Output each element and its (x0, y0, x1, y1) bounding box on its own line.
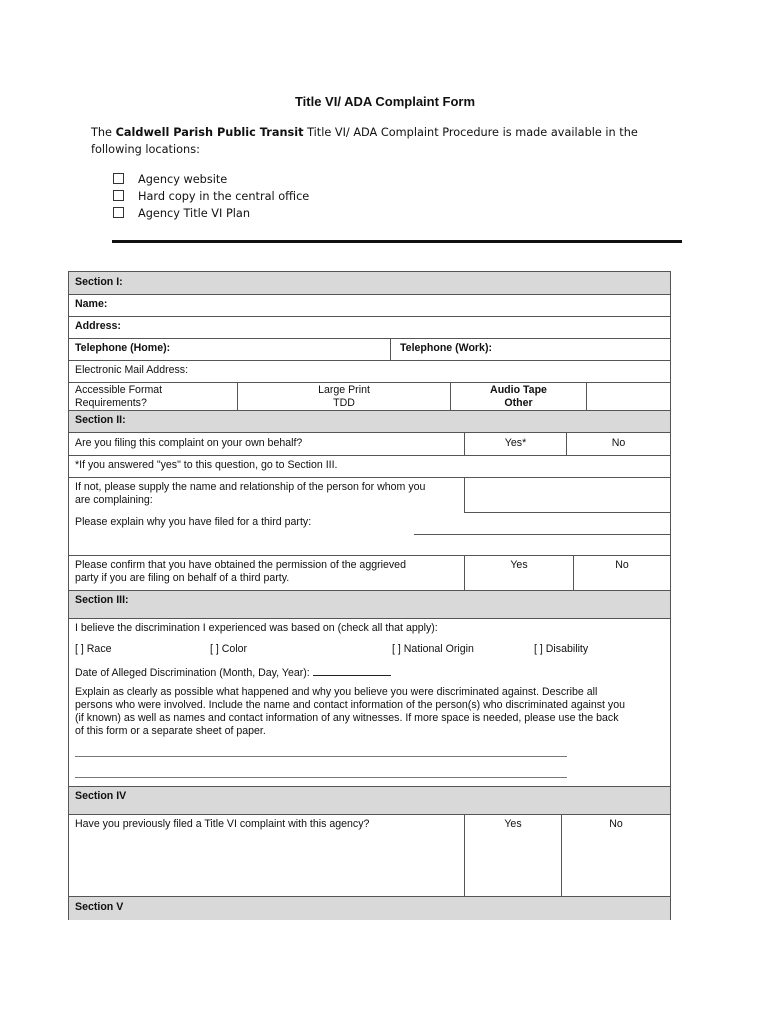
name-label: Name: (75, 298, 108, 310)
format-options-1[interactable] (238, 382, 450, 412)
row-divider (69, 618, 670, 619)
section-2-header-bg (69, 410, 670, 432)
telephone-work-label: Telephone (Work): (400, 342, 493, 354)
col-divider (464, 477, 465, 512)
row-divider (69, 555, 670, 556)
accessible-format-line-1: Accessible Format (75, 384, 163, 396)
date-blank[interactable] (313, 665, 391, 676)
location-item (113, 173, 227, 186)
disability-checkbox[interactable]: [ ] Disability (534, 643, 589, 655)
permission-no[interactable]: No (615, 559, 629, 571)
national-origin-checkbox[interactable]: [ ] National Origin (392, 643, 474, 655)
row-divider (69, 338, 670, 339)
col-divider (586, 382, 587, 410)
row-divider (414, 534, 670, 535)
location-label: Agency website (138, 173, 228, 186)
large-print-option[interactable]: Large Print (318, 384, 370, 396)
location-label: Hard copy in the central office (138, 190, 310, 203)
answer-line[interactable] (75, 756, 567, 757)
section-3-note: *If you answered "yes" to this question, go to Section III. (75, 459, 338, 471)
permission-yes[interactable]: Yes (510, 559, 528, 571)
permission-line-1: Please confirm that you have obtained the permission of the aggrieved (75, 559, 406, 571)
row-divider (69, 814, 670, 815)
other-option[interactable]: Other (504, 397, 533, 409)
checkbox-icon[interactable] (113, 190, 124, 201)
basis-question: I believe the discrimination I experienced was based on (check all that apply): (75, 622, 438, 634)
section-5-heading: Section V (75, 901, 124, 913)
agency-name: Caldwell Parish Public Transit (115, 126, 304, 139)
permission-question (69, 557, 412, 587)
col-divider (390, 338, 391, 360)
format-options-2[interactable] (451, 382, 586, 412)
accessible-format-line-2: Requirements? (75, 397, 147, 409)
row-divider (69, 896, 670, 897)
answer-line[interactable] (75, 777, 567, 778)
previous-complaint-question: Have you previously filed a Title VI complaint with this agency? (75, 818, 370, 830)
row-divider (69, 316, 670, 317)
name-relationship-line-1: If not, please supply the name and relationship of the person for whom you (75, 481, 426, 493)
row-divider (69, 360, 670, 361)
row-divider (464, 512, 670, 513)
section-4-heading: Section IV (75, 790, 127, 802)
intro-paragraph (91, 124, 661, 158)
email-label: Electronic Mail Address: (75, 364, 189, 376)
section-3-header-bg (69, 590, 670, 618)
tdd-option[interactable]: TDD (333, 397, 355, 409)
telephone-home-label: Telephone (Home): (75, 342, 171, 354)
location-item (113, 207, 250, 220)
explain-instructions (69, 684, 670, 740)
intro-suffix: Title VI/ ADA Complaint Procedure is made available in the following locations: (91, 126, 638, 156)
complaint-form-table (68, 271, 671, 920)
permission-line-2: party if you are filing on behalf of a third party. (75, 572, 290, 584)
name-relationship-question (69, 479, 431, 509)
section-4-header-bg (69, 786, 670, 814)
explain-line-4: of this form or a separate sheet of paper. (75, 725, 266, 737)
divider-rule (112, 240, 682, 243)
section-2-heading: Section II: (75, 414, 126, 426)
intro-prefix: The (91, 126, 116, 139)
color-checkbox[interactable]: [ ] Color (210, 643, 248, 655)
address-label: Address: (75, 320, 121, 332)
row-divider (69, 294, 670, 295)
location-item (113, 190, 309, 203)
previous-complaint-no[interactable]: No (609, 818, 623, 830)
date-label: Date of Alleged Discrimination (Month, Day, Year): (75, 667, 310, 679)
checkbox-icon[interactable] (113, 173, 124, 184)
row-divider (69, 786, 670, 787)
audio-tape-option[interactable]: Audio Tape (490, 384, 547, 396)
page-title: Title VI/ ADA Complaint Form (294, 94, 476, 109)
location-label: Agency Title VI Plan (138, 207, 250, 220)
section-1-header-bg (69, 272, 670, 294)
accessible-format-label (69, 382, 168, 412)
row-divider (69, 477, 670, 478)
own-behalf-no[interactable]: No (611, 437, 626, 449)
row-divider (69, 590, 670, 591)
row-divider (69, 432, 670, 433)
previous-complaint-yes[interactable]: Yes (504, 818, 522, 830)
third-party-explain-question: Please explain why you have filed for a third party: (75, 516, 312, 528)
name-relationship-line-2: are complaining: (75, 494, 153, 506)
own-behalf-question: Are you filing this complaint on your own behalf? (75, 437, 303, 449)
own-behalf-yes[interactable]: Yes* (504, 437, 527, 449)
row-divider (69, 455, 670, 456)
explain-line-3: (if known) as well as names and contact information of any witnesses. If more space is needed, please use the back (75, 712, 619, 724)
section-5-header-bg (69, 896, 670, 920)
checkbox-icon[interactable] (113, 207, 124, 218)
race-checkbox[interactable]: [ ] Race (75, 643, 112, 655)
date-row (69, 663, 397, 682)
section-3-heading: Section III: (75, 594, 129, 606)
explain-line-2: persons who were involved. Include the name and contact information of the person(s) who discriminated against you (75, 699, 626, 711)
section-1-heading: Section I: (75, 276, 123, 288)
explain-line-1: Explain as clearly as possible what happened and why you believe you were discriminated against. Describe all (75, 686, 598, 698)
